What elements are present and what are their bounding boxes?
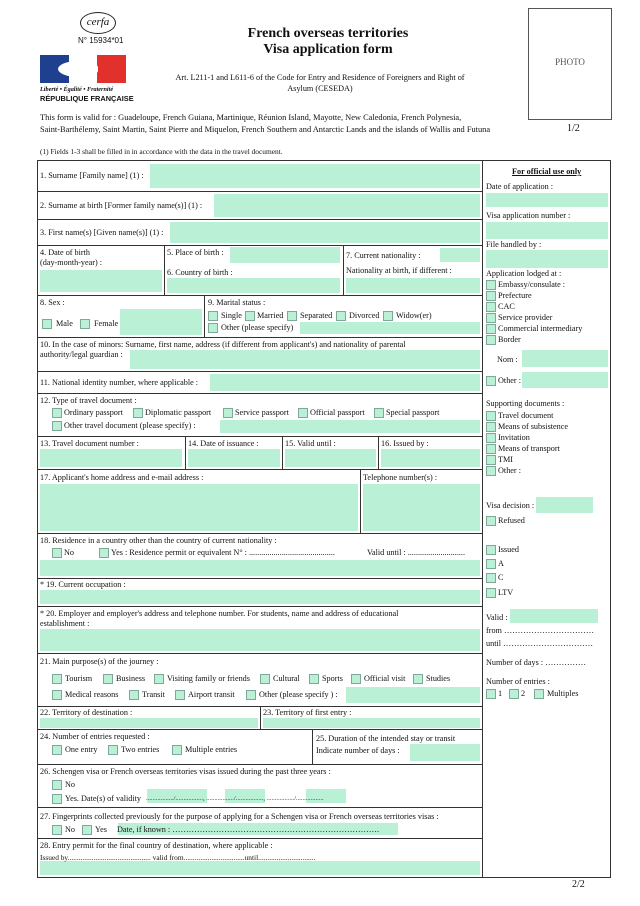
marital-other-checkbox[interactable] [208, 323, 218, 333]
travel-doc-number-label: 13. Travel document number : [40, 439, 139, 448]
sd-tmi-checkbox[interactable] [486, 455, 496, 465]
employer-input[interactable] [40, 629, 480, 651]
divorced-checkbox[interactable] [336, 311, 346, 321]
fields-note: (1) Fields 1-3 shall be filled in in accordance with the data in the travel document. [40, 147, 283, 156]
date-of-birth-label: 4. Date of birth [40, 248, 91, 257]
visa-application-number-label: Visa application number : [486, 211, 571, 220]
date-of-issuance-input[interactable] [188, 449, 280, 467]
entries-multiple-checkbox[interactable] [534, 689, 544, 699]
studies-checkbox[interactable] [413, 674, 423, 684]
nationality-at-birth-label: Nationality at birth, if different : [346, 266, 452, 275]
transit-label: Transit [142, 690, 165, 699]
entries-1-checkbox[interactable] [486, 689, 496, 699]
surname-at-birth-input[interactable] [214, 194, 480, 217]
occupation-input[interactable] [40, 590, 480, 604]
sd-transport-label: Means of transport [498, 444, 560, 453]
service-passport-label: Service passport [235, 408, 289, 417]
airport-transit-checkbox[interactable] [175, 690, 185, 700]
occupation-label: * 19. Current occupation : [40, 580, 126, 589]
entries-2-checkbox[interactable] [509, 689, 519, 699]
cultural-label: Cultural [273, 674, 300, 683]
lodged-other-label: Other : [498, 376, 521, 385]
ordinary-passport-label: Ordinary passport [64, 408, 123, 417]
cultural-checkbox[interactable] [260, 674, 270, 684]
commercial-intermediary-label: Commercial intermediary [498, 324, 583, 333]
entries-1-label: 1 [498, 689, 503, 698]
special-passport-label: Special passport [386, 408, 440, 417]
application-lodged-label: Application lodged at : [486, 269, 562, 278]
official-visit-checkbox[interactable] [351, 674, 361, 684]
business-checkbox[interactable] [103, 674, 113, 684]
date-of-issuance-label: 14. Date of issuance : [188, 439, 259, 448]
first-entry-input[interactable] [263, 718, 480, 728]
fingerprints-label: 27. Fingerprints collected previously for the purpose of applying for a Schengen visa or French overseas territories visas : [40, 812, 439, 821]
stay-days-input[interactable] [410, 744, 480, 761]
valid-from: from …………………………… [486, 626, 595, 635]
date-of-birth-format: (day-month-year) : [40, 258, 103, 267]
marital-other-label: Other (please specify) [221, 323, 294, 332]
sd-subsistence-label: Means of subsistence [498, 422, 569, 431]
married-label: Married [257, 311, 284, 320]
visa-application-number-input[interactable] [486, 222, 608, 239]
sd-tmi-label: TMI [498, 455, 514, 464]
employer-label: * 20. Employer and employer's address and telephone number. For students, name and address of educational [40, 609, 399, 618]
one-entry-label: One entry [65, 745, 98, 754]
date-of-application-input[interactable] [486, 193, 608, 207]
sd-other-checkbox[interactable] [486, 466, 496, 476]
sd-other-label: Other : [498, 466, 521, 475]
minors-input[interactable] [130, 350, 480, 369]
visa-decision-label: Visa decision : [486, 501, 535, 510]
previous-visas-yes-checkbox[interactable] [52, 794, 62, 804]
valid-label: Valid : [486, 613, 508, 622]
border-label: Border [498, 335, 521, 344]
married-checkbox[interactable] [245, 311, 255, 321]
photo-box [528, 8, 612, 120]
minors-label-2: authority/legal guardian : [40, 350, 123, 359]
travel-doc-number-input[interactable] [40, 449, 182, 467]
sd-travel-doc-label: Travel document [498, 411, 554, 420]
multiple-entries-checkbox[interactable] [172, 745, 182, 755]
special-passport-checkbox[interactable] [374, 408, 384, 418]
service-passport-checkbox[interactable] [223, 408, 233, 418]
visiting-checkbox[interactable] [154, 674, 164, 684]
entry-permit-line: Issued by............................................. valid from.................................until............................... [40, 853, 316, 862]
purpose-other-checkbox[interactable] [246, 690, 256, 700]
photo-label: PHOTO [555, 57, 585, 67]
lodged-other-checkbox[interactable] [486, 376, 496, 386]
other-doc-input[interactable] [220, 420, 480, 433]
commercial-intermediary-checkbox[interactable] [486, 324, 496, 334]
entry-permit-label: 28. Entry permit for the final country of destination, where applicable : [40, 841, 273, 850]
marianne-logo [40, 55, 126, 83]
employer-label-2: establishment : [40, 619, 90, 628]
two-entries-label: Two entries [121, 745, 160, 754]
business-label: Business [116, 674, 146, 683]
sd-transport-checkbox[interactable] [486, 444, 496, 454]
cac-checkbox[interactable] [486, 302, 496, 312]
travel-doc-type-label: 12. Type of travel document : [40, 396, 137, 405]
sex-extra-field[interactable] [120, 309, 202, 335]
validity-line-1: This form is valid for : Guadeloupe, French Guiana, Martinique, Réunion Island, Mayotte, New Caledonia, French Polynesia, [40, 113, 462, 122]
fingerprints-yes-label: Yes [95, 825, 107, 834]
sd-invitation-label: Invitation [498, 433, 530, 442]
official-passport-label: Official passport [310, 408, 365, 417]
home-address-label: 17. Applicant's home address and e-mail address : [40, 473, 204, 482]
minors-label: 10. In the case of minors: Surname, first name, address (if different from applicant's) and nationality of parental [40, 340, 406, 349]
tourism-label: Tourism [65, 674, 93, 683]
other-doc-checkbox[interactable] [52, 421, 62, 431]
residence-yes-checkbox[interactable] [99, 548, 109, 558]
residence-yes-label: Yes : Residence permit or equivalent N° : .......................................... [111, 548, 335, 557]
visiting-label: Visiting family or friends [167, 674, 250, 683]
page-number: 2/2 [572, 879, 585, 890]
residence-permit-input[interactable] [40, 560, 480, 576]
diplomatic-passport-checkbox[interactable] [133, 408, 143, 418]
residence-label: 18. Residence in a country other than the country of current nationality : [40, 536, 277, 545]
visa-c-checkbox[interactable] [486, 573, 496, 583]
surname-label: 1. Surname [Family name] (1) : [40, 171, 144, 180]
nom-input[interactable] [522, 350, 608, 367]
ordinary-passport-checkbox[interactable] [52, 408, 62, 418]
issued-label: Issued [498, 545, 519, 554]
file-handled-by-input[interactable] [486, 250, 608, 268]
national-id-input[interactable] [210, 374, 480, 391]
validity-dots: ................./................., ................./................., ................./................. [146, 795, 324, 802]
form-title-line1: French overseas territories [247, 26, 409, 41]
fingerprints-date-label: Date, if known : …………………………………………………………………. [117, 825, 379, 834]
national-id-label: 11. National identity number, where applicable : [40, 378, 199, 387]
form-title-line2: Visa application form [263, 42, 393, 57]
single-checkbox[interactable] [208, 311, 218, 321]
first-names-input[interactable] [170, 222, 480, 243]
sd-subsistence-checkbox[interactable] [486, 422, 496, 432]
date-of-birth-input[interactable] [40, 270, 162, 292]
number-of-days-label: Number of days : …………… [486, 658, 587, 667]
embassy-label: Embassy/consulate : [498, 280, 566, 289]
previous-visas-label: 26. Schengen visa or French overseas territories visas issued during the past three years : [40, 767, 331, 776]
sd-travel-doc-checkbox[interactable] [486, 411, 496, 421]
entries-multiple-label: Multiples [547, 689, 579, 698]
valid-until-label: 15. Valid until : [285, 439, 336, 448]
prefecture-checkbox[interactable] [486, 291, 496, 301]
airport-transit-label: Airport transit [188, 690, 235, 699]
medical-label: Medical reasons [65, 690, 119, 699]
nom-label: Nom : [497, 355, 518, 364]
refused-label: Refused [498, 516, 525, 525]
previous-visas-no-label: No [65, 780, 76, 789]
visa-ltv-checkbox[interactable] [486, 588, 496, 598]
separated-label: Separated [300, 311, 333, 320]
stay-duration-label: 25. Duration of the intended stay or transit [316, 734, 456, 743]
valid-until-official: until …………………………… [486, 639, 594, 648]
tourism-checkbox[interactable] [52, 674, 62, 684]
male-checkbox[interactable] [42, 319, 52, 329]
stay-days-label: Indicate number of days : [316, 746, 400, 755]
nationality-at-birth-input[interactable] [346, 278, 480, 293]
border-checkbox[interactable] [486, 335, 496, 345]
cerfa-logo: cerfa [80, 12, 116, 34]
home-address-input[interactable] [40, 484, 358, 531]
visa-ltv-label: LTV [498, 588, 514, 597]
issued-checkbox[interactable] [486, 545, 496, 555]
purpose-other-label: Other (please specify ) : [259, 690, 338, 699]
female-label: Female [94, 319, 119, 328]
sex-label: 8. Sex : [40, 298, 65, 307]
female-checkbox[interactable] [80, 319, 90, 329]
surname-input[interactable] [150, 164, 480, 188]
first-entry-label: 23. Territory of first entry : [263, 708, 352, 717]
validity-line-2: Saint-Barthélemy, Saint Martin, Saint Pierre and Miquelon, French Southern and Antarctic Lands and the islands of Wallis and Futuna [40, 125, 491, 134]
one-entry-checkbox[interactable] [52, 745, 62, 755]
page-number-prev: 1/2 [567, 123, 580, 134]
issued-by-input[interactable] [381, 449, 480, 467]
male-label: Male [56, 319, 73, 328]
valid-until-input[interactable] [285, 449, 376, 467]
country-of-birth-input[interactable] [167, 278, 340, 293]
file-handled-by-label: File handled by : [486, 240, 542, 249]
entries-2-label: 2 [521, 689, 526, 698]
supporting-docs-label: Supporting documents : [486, 399, 565, 408]
residence-no-checkbox[interactable] [52, 548, 62, 558]
diplomatic-passport-label: Diplomatic passport [145, 408, 212, 417]
cerfa-number: N° 15934*01 [78, 36, 124, 45]
surname-at-birth-label: 2. Surname at birth [Former family name(s)] (1) : [40, 201, 203, 210]
previous-visas-no-checkbox[interactable] [52, 780, 62, 790]
visa-a-checkbox[interactable] [486, 559, 496, 569]
multiple-entries-label: Multiple entries [185, 745, 238, 754]
medical-checkbox[interactable] [52, 690, 62, 700]
residence-valid-until: Valid until : ............................ [367, 548, 466, 557]
marital-status-label: 9. Marital status : [208, 298, 266, 307]
embassy-checkbox[interactable] [486, 280, 496, 290]
sports-label: Sports [322, 674, 343, 683]
other-doc-label: Other travel document (please specify) : [64, 421, 196, 430]
refused-checkbox[interactable] [486, 516, 496, 526]
service-provider-label: Service provider [498, 313, 553, 322]
official-heading: For official use only [512, 167, 582, 176]
telephone-input[interactable] [363, 484, 480, 531]
purpose-other-input[interactable] [346, 687, 480, 703]
issued-by-label: 16. Issued by : [381, 439, 429, 448]
current-nationality-label: 7. Current nationality : [346, 251, 421, 260]
first-names-label: 3. First name(s) [Given name(s)] (1) : [40, 228, 164, 237]
two-entries-checkbox[interactable] [108, 745, 118, 755]
visa-a-label: A [498, 559, 504, 568]
fingerprints-no-label: No [65, 825, 76, 834]
studies-label: Studies [426, 674, 451, 683]
official-visit-label: Official visit [364, 674, 406, 683]
republic-label: RÉPUBLIQUE FRANÇAISE [40, 94, 134, 103]
valid-input[interactable] [510, 609, 598, 623]
destination-label: 22. Territory of destination : [40, 708, 133, 717]
visa-decision-input[interactable] [536, 497, 593, 513]
fingerprints-no-checkbox[interactable] [52, 825, 62, 835]
separated-checkbox[interactable] [287, 311, 297, 321]
entries-requested-label: 24. Number of entries requested : [40, 732, 150, 741]
service-provider-checkbox[interactable] [486, 313, 496, 323]
divorced-label: Divorced [349, 311, 380, 320]
fingerprints-yes-checkbox[interactable] [82, 825, 92, 835]
visa-c-label: C [498, 573, 504, 582]
number-of-entries-label: Number of entries : [486, 677, 550, 686]
sd-invitation-checkbox[interactable] [486, 433, 496, 443]
marital-other-input[interactable] [300, 322, 480, 334]
telephone-label: Telephone number(s) : [363, 473, 437, 482]
prefecture-label: Prefecture [498, 291, 532, 300]
transit-checkbox[interactable] [129, 690, 139, 700]
sports-checkbox[interactable] [309, 674, 319, 684]
article-reference: Art. L211-1 and L611-6 of the Code for Entry and Residence of Foreigners and Right of Asylum (CESEDA) [175, 73, 465, 93]
country-of-birth-label: 6. Country of birth : [167, 268, 233, 277]
official-passport-checkbox[interactable] [298, 408, 308, 418]
lodged-other-input[interactable] [522, 372, 608, 388]
place-of-birth-label: 5. Place of birth : [167, 248, 224, 257]
widow-label: Widow(er) [396, 311, 432, 320]
cac-label: CAC [498, 302, 515, 311]
place-of-birth-input[interactable] [230, 247, 340, 263]
purpose-label: 21. Main purpose(s) of the journey : [40, 657, 159, 666]
entry-permit-input[interactable] [40, 861, 480, 875]
single-label: Single [221, 311, 242, 320]
previous-visas-yes-label: Yes. Date(s) of validity [65, 794, 142, 803]
date-of-application-label: Date of application : [486, 182, 554, 191]
motto: Liberté • Égalité • Fraternité [40, 86, 114, 93]
residence-no-label: No [64, 548, 75, 557]
widow-checkbox[interactable] [383, 311, 393, 321]
current-nationality-input[interactable] [440, 248, 480, 262]
destination-input[interactable] [40, 718, 258, 728]
